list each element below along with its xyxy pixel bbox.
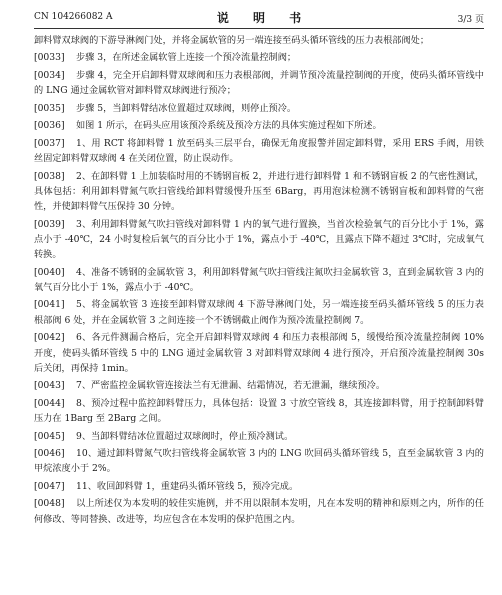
paragraph-0041: [34, 297, 484, 328]
paragraph-0047: [34, 479, 484, 494]
paragraph-number: [0038]: [34, 170, 65, 182]
paragraph-text: 7、严密监控金属软管连接法兰有无泄漏、结霜情况，若无泄漏，继续预冷。: [76, 380, 386, 392]
paragraph-0045: [34, 429, 484, 444]
paragraph-0042: [34, 330, 484, 376]
paragraph-text: 8、预冷过程中监控卸料臂压力，具体包括：设置 3 寸放空管线 8，其连接卸料臂，用于控制卸料臂压力在 1Barg 至 2Barg 之间。: [34, 397, 484, 425]
paragraph-0034: [34, 68, 484, 99]
paragraph-number: [0039]: [34, 218, 65, 230]
paragraph-text: 9、当卸料臂结冰位置超过双球阀时，停止预冷测试。: [76, 430, 294, 442]
paragraph-text: 10、通过卸料臂氮气吹扫管线将金属软管 3 内的 LNG 吹回码头循环管线 5，直至金属软管 3 内的甲烷浓度小于 2%。: [34, 448, 484, 475]
paragraph-text: 如图 1 所示，在码头应用该预冷系统及预冷方法的具体实施过程如下所述。: [76, 120, 382, 132]
paragraph-number: [0041]: [34, 299, 65, 311]
paragraph-number: [0034]: [34, 69, 65, 81]
paragraph-text: 5、将金属软管 3 连接至卸料臂双球阀 4 下游导淋阀门处，另一端连接至码头循环管线 5 的压力表根部阀 6 处，并在金属软管 3 之间连接一个不锈钢截止阀作为预冷流量控制阀 7。: [34, 299, 484, 326]
paragraph-number: [0047]: [34, 480, 65, 492]
paragraph-text: 11、收回卸料臂 1，重建码头循环管线 5，预冷完成。: [76, 480, 299, 492]
paragraph-number: [0040]: [34, 266, 65, 278]
paragraph-text: 3、利用卸料臂氮气吹扫管线对卸料臂 1 内的氧气进行置换，当首次检验氧气的百分比小于 1%，露点小于 -40℃，24 小时复检后氧气的百分比小于 1%，露点小于 -40℃，且露点下降不超过 3℃时，完成氧气转换。: [34, 218, 484, 261]
paragraph-0048: [34, 496, 484, 527]
paragraph-text: 6、各元件测漏合格后，完全开启卸料臂双球阀 4 和压力表根部阀 5，缓慢给预冷流量控制阀 10% 开度，使码头循环管线 5 中的 LNG 通过金属软管 3 对卸料臂双球阀 4 进行预冷，开启预冷流量控制阀 30s 后关闭，再保持 1min。: [34, 332, 484, 374]
paragraph-0033: [34, 50, 484, 65]
paragraph-text: 步骤 5，当卸料臂结冰位置超过双球阀，则停止预冷。: [76, 102, 297, 114]
document-body: [34, 33, 484, 527]
header-rule: [34, 28, 484, 29]
paragraph-0043: [34, 378, 484, 393]
paragraph-0036: [34, 118, 484, 133]
paragraph-number: [0037]: [34, 137, 65, 149]
paragraph-0039: [34, 217, 484, 263]
paragraph-number: [0042]: [34, 332, 65, 344]
paragraph-text: 4、准备不锈钢的金属软管 3，利用卸料臂氮气吹扫管线注氮吹扫金属软管 3，直到金属软管 3 内的氧气百分比小于 1%，露点小于 -40℃。: [34, 266, 484, 293]
paragraph-text: 以上所述仅为本发明的较佳实施例，并不用以限制本发明，凡在本发明的精神和原则之内，所作的任何修改、等同替换、改进等，均应包含在本发明的保护范围之内。: [34, 498, 484, 525]
intro-paragraph: 卸料臂双球阀的下游导淋阀门处，并将金属软管的另一端连接至码头循环管线的压力表根部阀处；: [34, 35, 430, 46]
paragraph-number: [0036]: [34, 120, 65, 132]
page-number: 3/3 页: [457, 15, 484, 25]
document-title: 说 明 书: [216, 11, 312, 25]
document-number: CN 104266082 A: [34, 12, 113, 22]
paragraph-number: [0045]: [34, 430, 65, 442]
paragraph-0046: [34, 446, 484, 477]
paragraph-number: [0048]: [34, 498, 65, 510]
paragraph-number: [0033]: [34, 52, 65, 64]
paragraph-text: 2、在卸料臂 1 上加装临时用的不锈钢盲板 2，并进行进行卸料臂 1 和不锈钢盲板 2 的气密性测试，具体包括：利用卸料臂氮气吹扫管线给卸料臂缓慢升压至 6Barg，再用泡沫检测不锈钢盲板和卸料臂的气密性，并使卸料臂气压保持 30 分钟。: [34, 170, 484, 213]
paragraph-text: 1、用 RCT 将卸料臂 1 放至码头三层平台，确保无角度报警并固定卸料臂，采用 ERS 手阀，用铁丝固定卸料臂双球阀 4 在关闭位置，防止误动作。: [34, 137, 484, 165]
paragraph-0037: [34, 136, 484, 167]
paragraph-number: [0035]: [34, 102, 65, 114]
paragraph-text: 步骤 4，完全开启卸料臂双球阀和压力表根部阀，并调节预冷流量控制阀的开度，使码头循环管线中的 LNG 通过金属软管对卸料臂双球阀进行预冷；: [34, 69, 484, 97]
paragraph-number: [0044]: [34, 397, 65, 409]
paragraph-0035: [34, 101, 484, 116]
paragraph-0040: [34, 265, 484, 296]
paragraph-0044: [34, 396, 484, 427]
page-header: [34, 8, 484, 28]
paragraph-number: [0043]: [34, 380, 65, 392]
paragraph-number: [0046]: [34, 448, 65, 460]
paragraph-text: 步骤 3，在所述金属软管上连接一个预冷流量控制阀；: [76, 52, 297, 64]
paragraph-0038: [34, 169, 484, 215]
